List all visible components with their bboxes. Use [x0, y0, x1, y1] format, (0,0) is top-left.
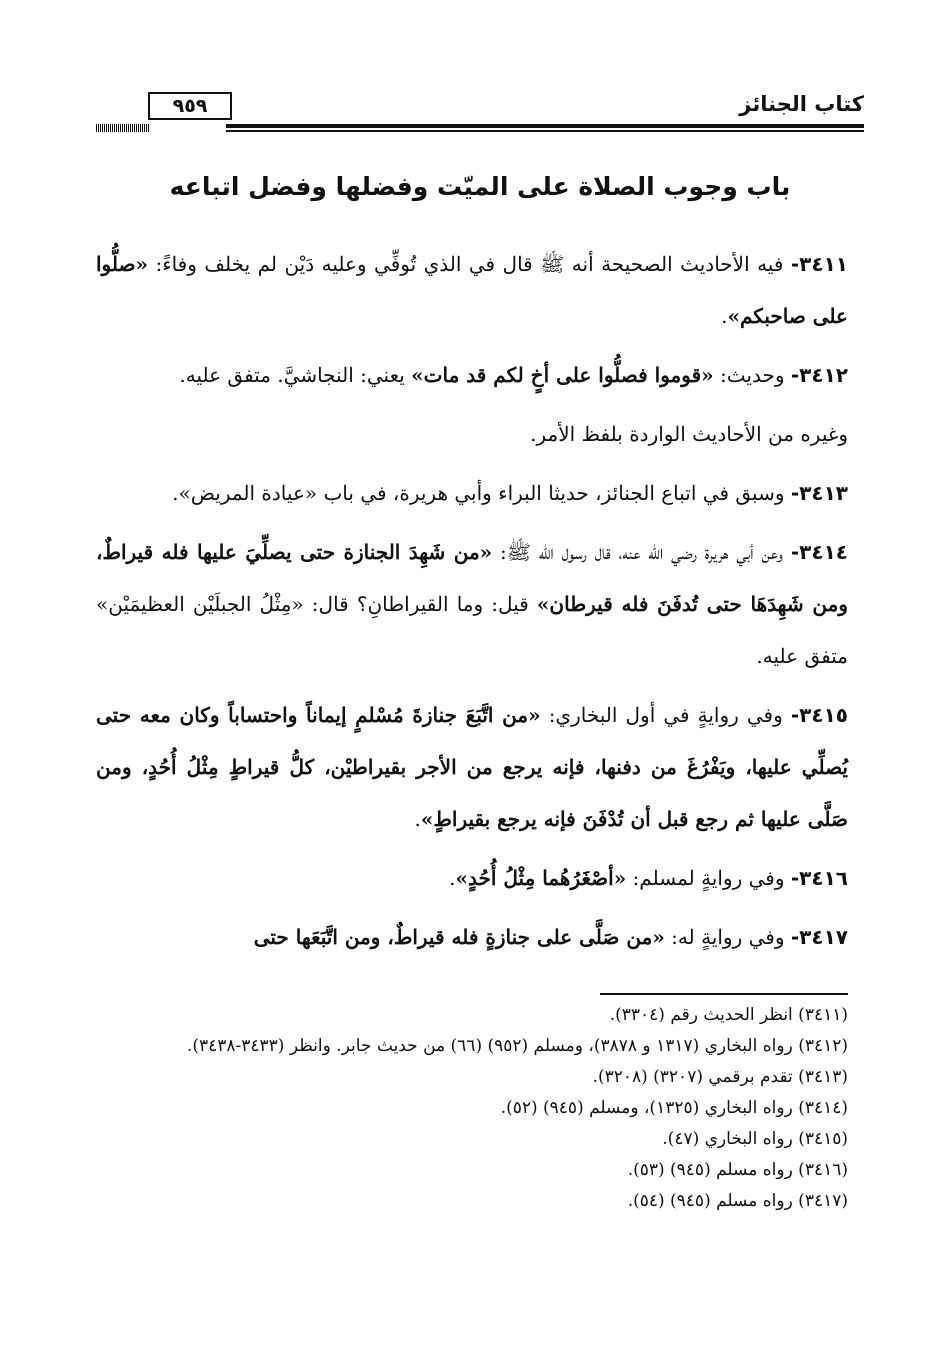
header-rule-ornament — [96, 124, 150, 132]
footnote: (٣٤١٣) تقدم برقمي (٣٢٠٧) (٣٢٠٨). — [592, 1067, 848, 1087]
footnote-separator — [600, 993, 848, 995]
footnote: (٣٤١٢) رواه البخاري (١٣١٧ و ٣٨٧٨)، ومسلم (٩٥٢) (٦٦) من حديث جابر. وانظر (٣٤٣٣-٣٤٣٨). — [186, 1036, 848, 1056]
chapter-title: باب وجوب الصلاة على الميّت وفضلها وفضل اتباعه — [169, 172, 791, 201]
footnote: (٣٤١١) انظر الحديث رقم (٣٣٠٤). — [609, 1005, 848, 1025]
book-title: كتاب الجنائز — [739, 92, 864, 116]
header-rule-thin — [226, 130, 864, 132]
hadith-paragraph: ٣٤١٢- وحديث: «قوموا فصلُّوا على أخٍ لكم قد مات» يعني: النجاشيَّ. متفق عليه. — [179, 363, 848, 387]
footnote: (٣٤١٧) رواه مسلم (٩٤٥) (٥٤). — [627, 1191, 848, 1211]
footnotes — [96, 1000, 848, 1217]
hadith-paragraph: وغيره من الأحاديث الواردة بلفظ الأمر. — [530, 422, 848, 446]
footnote: (٣٤١٦) رواه مسلم (٩٤٥) (٥٣). — [627, 1160, 848, 1180]
hadith-paragraph: ٣٤١٣- وسبق في اتباع الجنائز، حديثا البراء وأبي هريرة، في باب «عيادة المريض». — [172, 481, 848, 505]
hadith-paragraph: ٣٤١١- فيه الأحاديث الصحيحة أنه ﷺ قال في الذي تُوفِّي وعليه دَيْن لم يخلف وفاءً: «صلُّوا على صاحبكم». — [96, 252, 848, 328]
hadith-paragraph: ٣٤١٥- وفي روايةٍ في أول البخاري: «من اتَّبَعَ جنازةَ مُسْلمٍ إيماناً واحتساباً وكان معه حتى يُصلِّي عليها، ويَفْرُغَ من دفنها، فإنه يرجع من الأجر بقيراطيْن، كلُّ قيراطٍ مِثْلُ أُحُدٍ، ومن صَلَّى عليها ثم رجع قبل أن تُدْفَنَ فإنه يرجع بقيراطٍ». — [96, 703, 848, 831]
hadith-paragraph: ٣٤١٦- وفي روايةٍ لمسلم: «أصْغَرُهُما مِثْلُ أُحُدٍ». — [449, 866, 848, 890]
footnote: (٣٤١٥) رواه البخاري (٤٧). — [662, 1129, 848, 1149]
hadith-paragraph: ٣٤١٤- وعن أبي هريرة رضي الله عنه، قال رسول الله ﷺ: «من شَهِدَ الجنازة حتى يصلِّيَ عليها فله قيراطٌ، ومن شَهِدَهَا حتى تُدفَنَ فله قيرطان» قيل: وما القيراطانِ؟ قال: «مِثْلُ الجبلَيْن العظيمَيْن» متفق عليه. — [96, 540, 848, 668]
header-rule — [226, 124, 864, 128]
footnote: (٣٤١٤) رواه البخاري (١٣٢٥)، ومسلم (٩٤٥) (٥٢). — [500, 1098, 848, 1118]
page-number: ٩٥٩ — [148, 92, 232, 120]
hadith-paragraph: ٣٤١٧- وفي روايةٍ له: «من صَلَّى على جنازةٍ فله قيراطٌ، ومن اتَّبَعَها حتى — [253, 925, 848, 949]
hadith-text — [96, 238, 848, 970]
page-header — [96, 90, 864, 134]
